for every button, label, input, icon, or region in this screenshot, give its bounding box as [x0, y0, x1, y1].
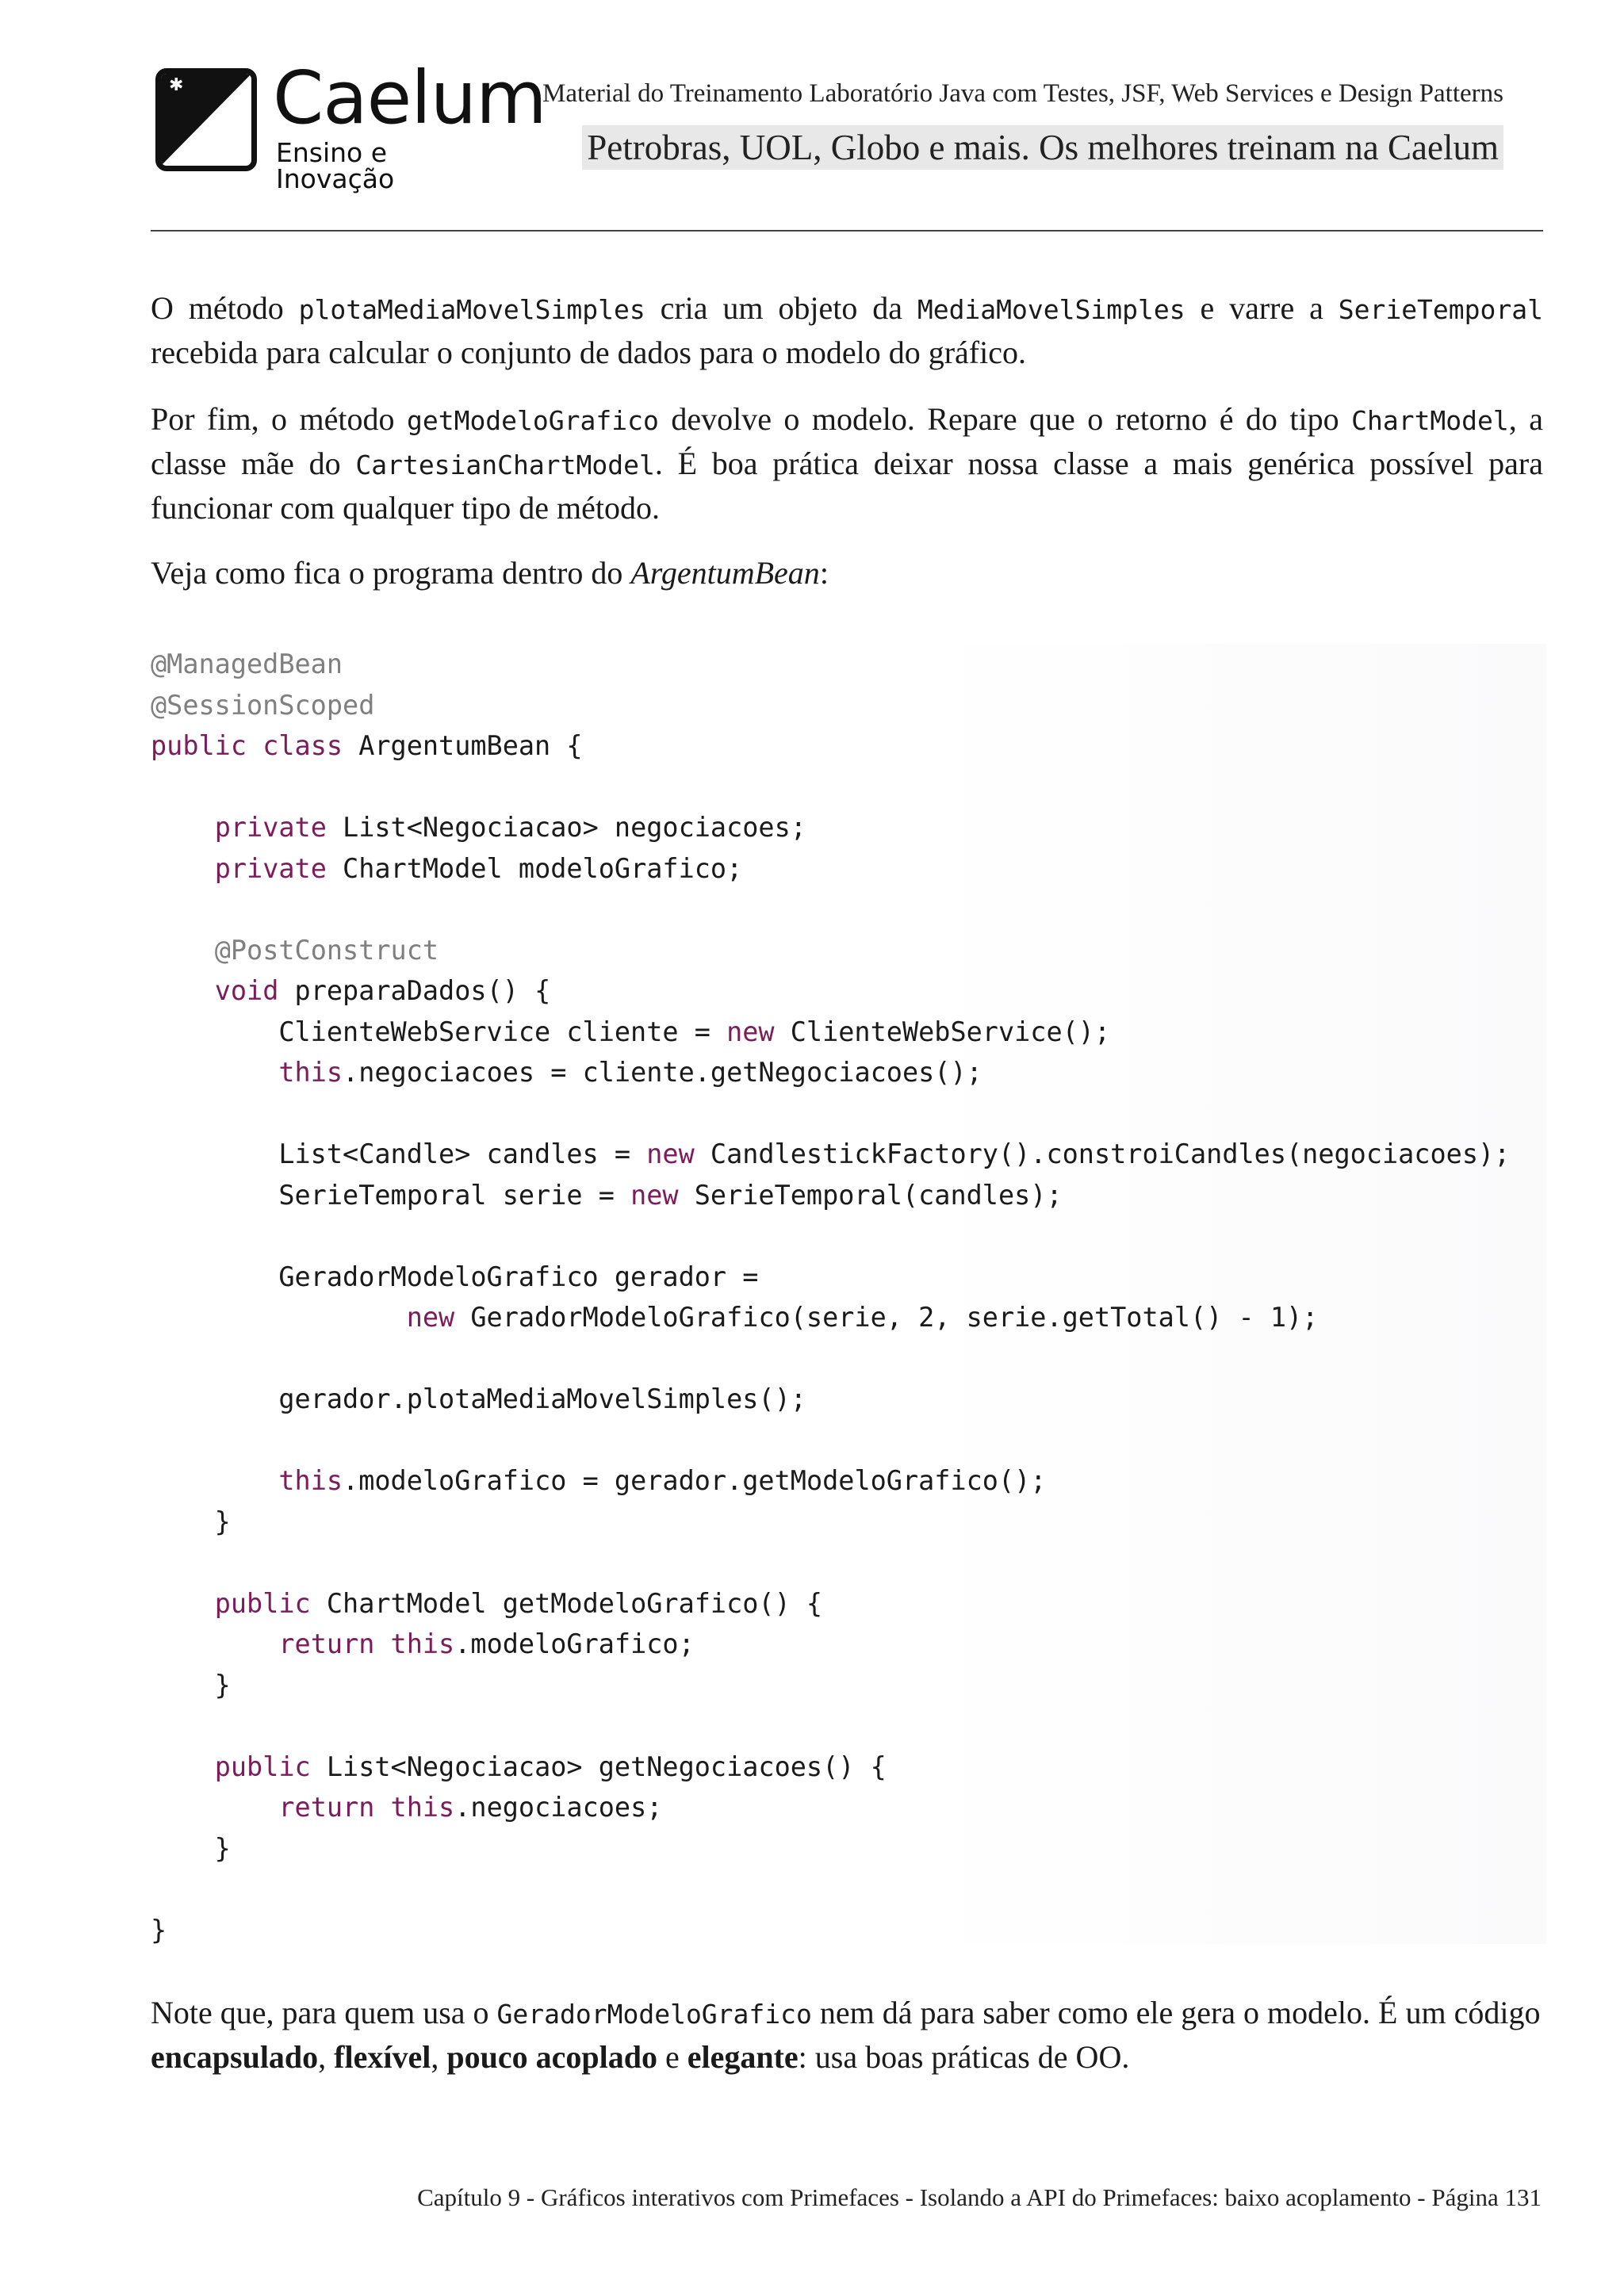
code-line [151, 935, 439, 966]
code-line [151, 1302, 1318, 1333]
bold-term: elegante [687, 2039, 799, 2075]
code-text [151, 1302, 407, 1333]
code-text [151, 812, 215, 843]
code-line [151, 1628, 695, 1659]
inline-code: MediaMovelSimples [917, 294, 1185, 325]
code-annotation: @ManagedBean [151, 649, 343, 679]
code-line [151, 1588, 822, 1619]
code-line [151, 1751, 887, 1782]
code-text: } [151, 1914, 167, 1946]
code-keyword: new [630, 1179, 679, 1211]
emphasis: ArgentumBean [630, 555, 820, 591]
code-text [151, 1057, 278, 1088]
code-text: .negociacoes = cliente.getNegociacoes(); [343, 1057, 982, 1088]
code-keyword: class [262, 730, 343, 761]
code-text: gerador.plotaMediaMovelSimples(); [151, 1383, 806, 1414]
code-line [151, 1506, 231, 1537]
code-annotation: @SessionScoped [151, 689, 375, 721]
code-keyword: private [214, 852, 327, 884]
code-text [151, 1751, 215, 1782]
code-keyword: public [151, 730, 247, 761]
code-keyword: this [278, 1057, 343, 1088]
code-text: List<Negociacao> negociacoes; [326, 812, 806, 843]
code-keyword: void [214, 975, 279, 1006]
code-keyword: this [390, 1628, 455, 1659]
code-text [151, 1465, 278, 1496]
paragraph-1: O método plotaMediaMovelSimples cria um objeto da MediaMovelSimples e varre a SerieTemporal recebida para calcular o conjunto de dados para o modelo do gráfico. [151, 290, 1543, 370]
code-text: GeradorModeloGrafico(serie, 2, serie.getTotal() - 1); [454, 1302, 1319, 1333]
code-line [151, 730, 583, 761]
inline-code: plotaMediaMovelSimples [298, 294, 645, 325]
code-text: .modeloGrafico; [454, 1628, 695, 1659]
code-keyword: return [278, 1628, 375, 1659]
bold-term: flexível [334, 2039, 431, 2075]
code-text: SerieTemporal serie = [151, 1179, 631, 1211]
code-text: SerieTemporal(candles); [678, 1179, 1063, 1211]
code-text: .modeloGrafico = gerador.getModeloGrafico(); [343, 1465, 1047, 1496]
code-text: ClienteWebService(); [774, 1016, 1111, 1047]
inline-code: CartesianChartModel [355, 450, 655, 480]
code-text [247, 730, 262, 761]
code-keyword: public [214, 1587, 311, 1619]
code-line [151, 1792, 662, 1823]
code-keyword: new [646, 1138, 695, 1169]
code-text: ClienteWebService cliente = [151, 1016, 727, 1047]
logo-mark-icon: ✱ [155, 68, 257, 171]
code-text [151, 935, 215, 966]
code-keyword: new [406, 1302, 455, 1333]
code-line [151, 1261, 758, 1292]
code-text [374, 1628, 390, 1659]
code-text: .negociacoes; [454, 1792, 663, 1823]
code-line [151, 853, 742, 884]
code-keyword: new [726, 1016, 775, 1047]
code-line [151, 812, 806, 843]
code-keyword: this [390, 1792, 455, 1823]
code-line [151, 649, 343, 679]
code-line [151, 1465, 1046, 1496]
code-keyword: this [278, 1465, 343, 1496]
code-text: } [151, 1506, 231, 1537]
code-text: ChartModel modeloGrafico; [326, 852, 743, 884]
code-keyword: return [278, 1792, 375, 1823]
code-text: preparaDados() { [278, 975, 551, 1006]
code-text [151, 1588, 215, 1619]
code-text: } [151, 1669, 231, 1701]
code-text: } [151, 1832, 231, 1864]
code-line [151, 1138, 1510, 1169]
logo-tagline: Ensino e Inovação [276, 137, 395, 194]
code-text [374, 1792, 390, 1823]
paragraph-4: Note que, para quem usa o GeradorModeloGrafico nem dá para saber como ele gera o modelo. É um código encapsulado, flexível, pouco acoplado e elegante: usa boas práticas de OO. [151, 1995, 1541, 2075]
bold-term: pouco acoplado [446, 2039, 657, 2075]
inline-code: SerieTemporal [1338, 294, 1543, 325]
inline-code: GeradorModeloGrafico [496, 1999, 812, 2030]
code-text: ArgentumBean { [343, 730, 583, 761]
code-text: ChartModel getModeloGrafico() { [310, 1587, 823, 1619]
header-subtitle: Petrobras, UOL, Globo e mais. Os melhores treinam na Caelum [582, 125, 1503, 170]
code-line [151, 1833, 231, 1864]
code-annotation: @PostConstruct [214, 934, 439, 966]
header-title: Material do Treinamento Laboratório Java com Testes, JSF, Web Services e Design Patterns [542, 79, 1503, 108]
inline-code: getModeloGrafico [406, 405, 659, 436]
code-listing [151, 644, 1546, 1950]
code-line [151, 1915, 167, 1946]
bold-term: encapsulado [151, 2039, 319, 2075]
code-line [151, 1383, 806, 1414]
code-keyword: private [214, 812, 327, 843]
code-line [151, 975, 550, 1006]
code-text [151, 1628, 278, 1659]
logo-name: Caelum [273, 55, 546, 140]
code-text: CandlestickFactory().constroiCandles(negociacoes); [694, 1138, 1511, 1169]
code-text [151, 853, 215, 884]
code-line [151, 1057, 982, 1088]
code-text [151, 975, 215, 1006]
code-line [151, 1670, 231, 1701]
code-text [151, 1792, 278, 1823]
code-text: GeradorModeloGrafico gerador = [151, 1261, 759, 1292]
code-keyword: public [214, 1751, 311, 1782]
code-text: List<Negociacao> getNegociacoes() { [310, 1751, 887, 1782]
page-footer: Capítulo 9 - Gráficos interativos com Primefaces - Isolando a API do Primefaces: baixo acoplamento - Página 131 [417, 2183, 1542, 2211]
header-divider [151, 230, 1543, 232]
paragraph-3: Veja como fica o programa dentro do ArgentumBean: [151, 555, 829, 591]
paragraph-2: Por fim, o método getModeloGrafico devolve o modelo. Repare que o retorno é do tipo ChartModel, a classe mãe do CartesianChartModel. É boa prática deixar nossa classe a mais genérica possível para funcionar com qualquer tipo de método. [151, 401, 1544, 526]
code-line [151, 690, 374, 721]
code-line [151, 1016, 1110, 1047]
caelum-logo [155, 55, 546, 194]
code-block [151, 644, 1546, 1944]
inline-code: ChartModel [1351, 405, 1509, 436]
code-text: List<Candle> candles = [151, 1138, 647, 1169]
code-line [151, 1180, 1063, 1211]
